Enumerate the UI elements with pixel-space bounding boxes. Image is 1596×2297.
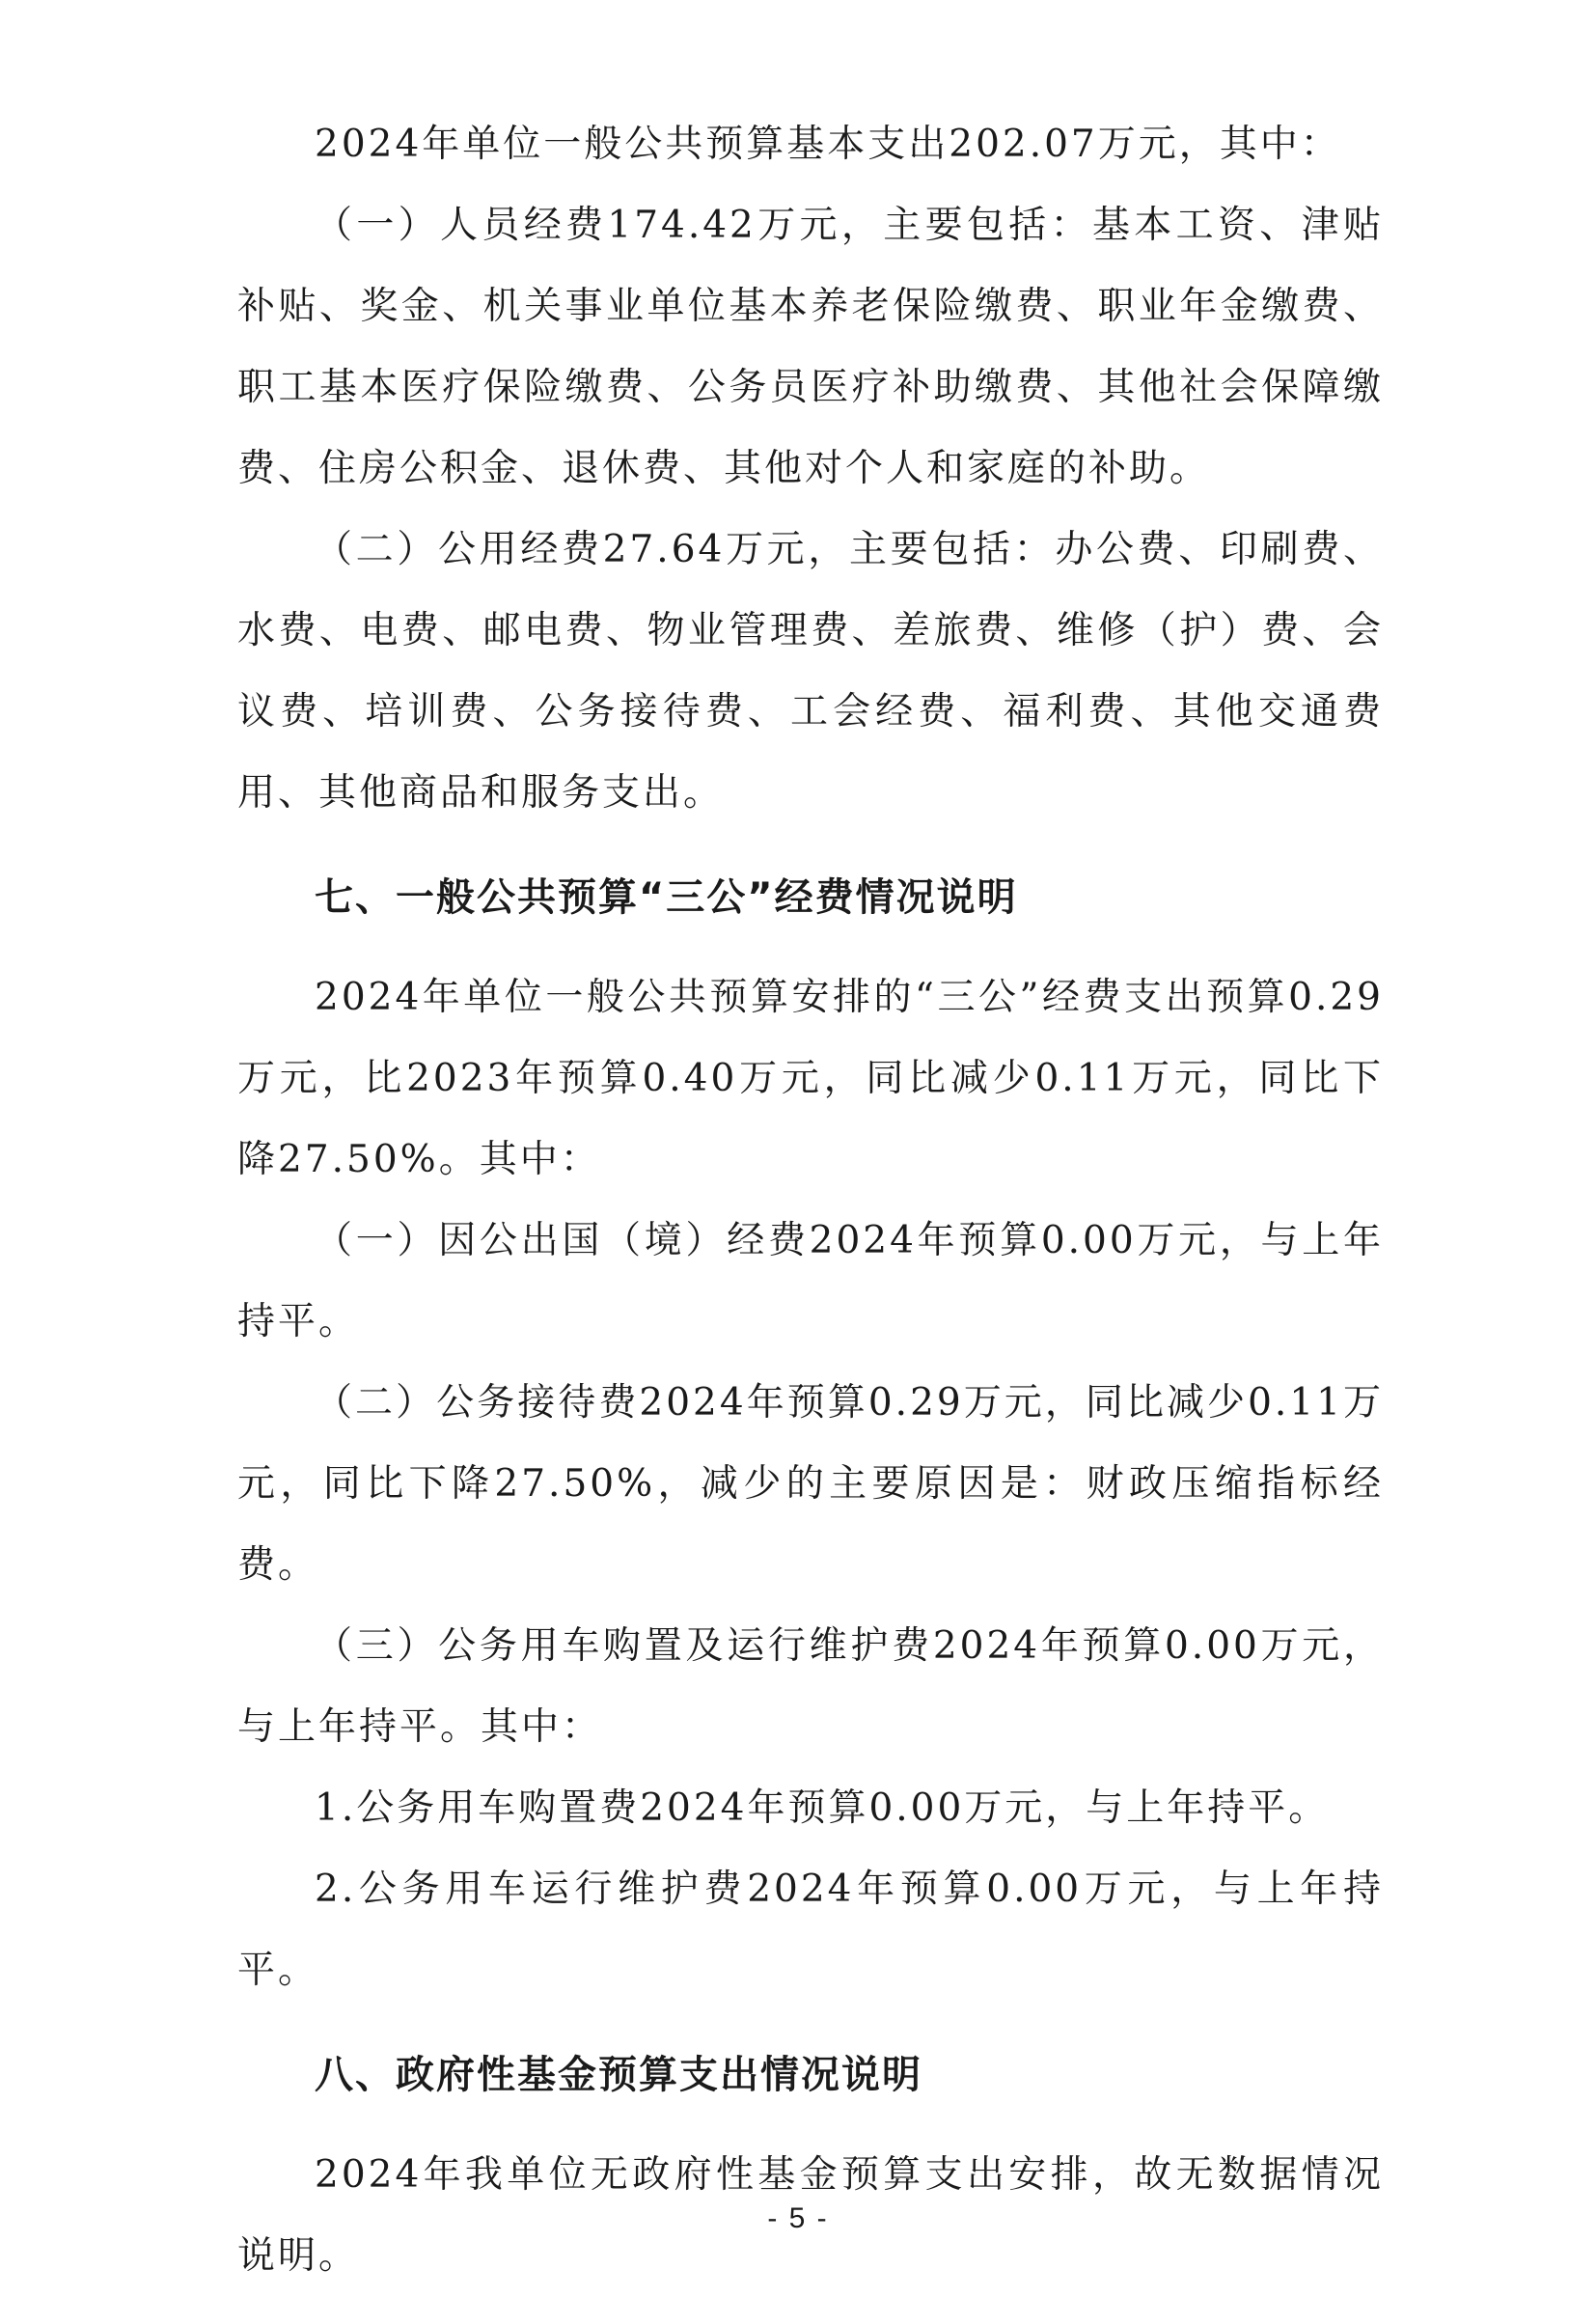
paragraph-vehicle-purchase: 1.公务用车购置费2024年预算0.00万元，与上年持平。 — [315, 1786, 1330, 1830]
page-number: - 5 - — [767, 2202, 829, 2234]
paragraph-government-funds: 2024年我单位无政府性基金预算支出安排，故无数据情况说明。 — [237, 2153, 1384, 2278]
paragraph-overseas-travel: （一）因公出国（境）经费2024年预算0.00万元，与上年持平。 — [237, 1219, 1384, 1343]
paragraph-basic-expenditure: 2024年单位一般公共预算基本支出202.07万元，其中： — [315, 123, 1341, 166]
section-heading-seven: 七、一般公共预算“三公”经费情况说明 — [315, 875, 1018, 920]
paragraph-official-vehicles: （三）公务用车购置及运行维护费2024年预算0.00万元，与上年持平。其中： — [237, 1624, 1384, 1749]
paragraph-public-expenses: （二）公用经费27.64万元，主要包括：办公费、印刷费、水费、电费、邮电费、物业管理费、差旅费、维修（护）费、会议费、培训费、公务接待费、工会经费、福利费、其他交通费用、其他商品和服务支出。 — [237, 528, 1384, 815]
paragraph-official-reception: （二）公务接待费2024年预算0.29万元，同比减少0.11万元，同比下降27.50%，减少的主要原因是：财政压缩指标经费。 — [237, 1381, 1384, 1587]
paragraph-vehicle-operation: 2.公务用车运行维护费2024年预算0.00万元，与上年持平。 — [237, 1868, 1384, 1992]
document-body — [237, 104, 1384, 2297]
paragraph-personnel-expenses: （一）人员经费174.42万元，主要包括：基本工资、津贴补贴、奖金、机关事业单位基本养老保险缴费、职业年金缴费、职工基本医疗保险缴费、公务员医疗补助缴费、其他社会保障缴费、住房公积金、退休费、其他对个人和家庭的补助。 — [237, 204, 1384, 490]
section-heading-eight: 八、政府性基金预算支出情况说明 — [315, 2053, 922, 2097]
paragraph-three-public-summary: 2024年单位一般公共预算安排的“三公”经费支出预算0.29万元，比2023年预算0.40万元，同比减少0.11万元，同比下降27.50%。其中： — [237, 976, 1384, 1181]
